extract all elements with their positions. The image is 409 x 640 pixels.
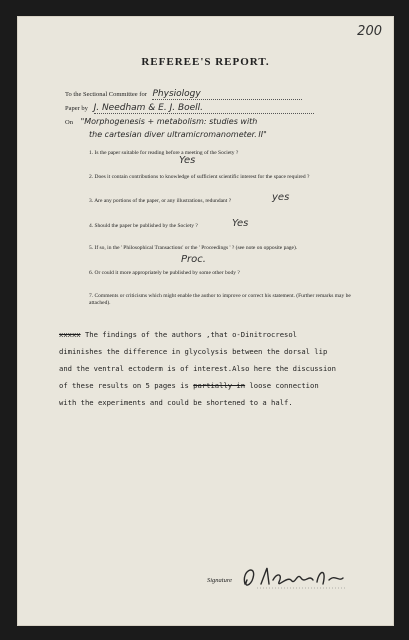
comments-struck: xxxxx xyxy=(59,330,81,339)
comments-text-1: The findings of the authors ,that o-Dinitrocresol xyxy=(84,330,298,339)
on-suffix: II" xyxy=(258,130,267,139)
page-number: 200 xyxy=(357,24,382,39)
referee-report-sheet xyxy=(17,16,394,626)
question-7: 7. Comments or criticisms which might enable the author to improve or correct his statement. (Further remarks may be attached). xyxy=(89,293,351,306)
on-label: On xyxy=(65,119,73,126)
comments-line-5: with the experiments and could be shortened to a half. xyxy=(59,398,293,407)
signature-label: Signature xyxy=(207,577,233,584)
on-row xyxy=(65,117,257,126)
question-6: 6. Or could it more appropriately be published by some other body ? xyxy=(89,270,240,276)
committee-field xyxy=(152,89,302,100)
answer-5: Proc. xyxy=(181,254,206,265)
signature-scribble xyxy=(239,562,349,592)
comments-line-4 xyxy=(59,377,379,394)
question-3: 3. Are any portions of the paper, or any illustrations, redundant ? xyxy=(89,198,232,204)
on-line2: the cartesian diver ultramicromanometer. xyxy=(89,130,257,139)
comments-struck-2: partially in xyxy=(193,381,246,390)
answer-4: Yes xyxy=(232,218,249,229)
paper-field xyxy=(94,103,314,114)
comments-body xyxy=(59,326,379,411)
signature xyxy=(239,562,349,597)
committee-label: To the Sectional Committee for xyxy=(65,91,147,98)
on-line1: "Morphogenesis + metabolism: studies with xyxy=(80,117,258,126)
report-title: REFEREE'S REPORT. xyxy=(141,56,270,68)
question-1: 1. Is the paper suitable for reading before a meeting of the Society ? xyxy=(89,150,239,156)
committee-value: Physiology xyxy=(152,89,201,99)
answer-3: yes xyxy=(272,192,290,203)
answer-1: Yes xyxy=(179,155,196,166)
paper-row xyxy=(65,103,314,114)
on-row-2 xyxy=(89,130,267,139)
question-2: 2. Does it contain contributions to knowledge of sufficient scientific interest for the space required ? xyxy=(89,174,310,180)
comments-text-4b: loose connection xyxy=(245,381,319,390)
paper-label: Paper by xyxy=(65,105,88,112)
comments-line-3: and the ventral ectoderm is of interest.Also here the discussion xyxy=(59,364,336,373)
committee-row xyxy=(65,89,302,100)
question-5: 5. If so, in the ' Philosophical Transactions' or the ' Proceedings ' ? (see note on opposite page). xyxy=(89,245,298,251)
comments-line-2: diminishes the difference in glycolysis between the dorsal lip xyxy=(59,347,328,356)
paper-value: J. Needham & E. J. Boell. xyxy=(93,103,204,113)
comments-line-1 xyxy=(59,326,379,343)
comments-text-4a: of these results on 5 pages is xyxy=(59,381,194,390)
question-4: 4. Should the paper be published by the Society ? xyxy=(89,223,198,229)
